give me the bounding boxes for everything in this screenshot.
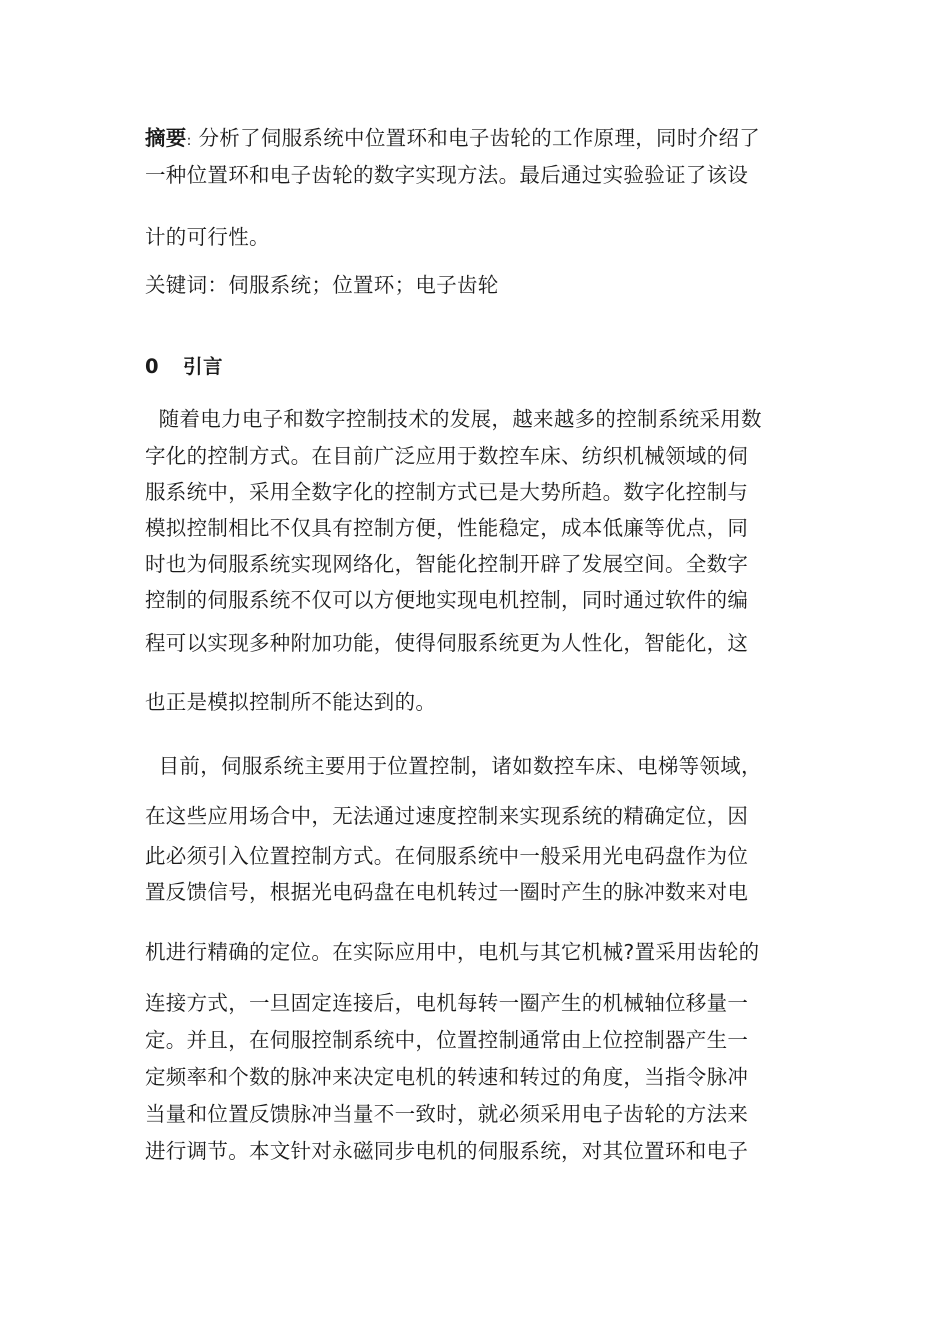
abstract-line-2: 一种位置环和电子齿轮的数字实现方法。最后通过实验验证了该设 (145, 163, 749, 187)
paragraph-2-line-8: 定频率和个数的脉冲来决定电机的转速和转过的角度，当指令脉冲 (145, 1065, 749, 1089)
paragraph-1-line-6: 控制的伺服系统不仅可以方便地实现电机控制，同时通过软件的编 (145, 588, 749, 612)
paragraph-1-line-1: 随着电力电子和数字控制技术的发展，越来越多的控制系统采用数 (145, 407, 762, 431)
paragraph-2-line-10: 进行调节。本文针对永磁同步电机的伺服系统，对其位置环和电子 (145, 1139, 749, 1163)
paragraph-1-line-4: 模拟控制相比不仅具有控制方便，性能稳定，成本低廉等优点，同 (145, 516, 749, 540)
paragraph-1-line-7: 程可以实现多种附加功能，使得伺服系统更为人性化，智能化，这 (145, 631, 749, 655)
paragraph-2-line-1: 目前，伺服系统主要用于位置控制，诸如数控车床、电梯等领域， (145, 754, 762, 778)
section-number: 0 (145, 355, 160, 378)
abstract-line-3: 计的可行性。 (145, 225, 270, 249)
paragraph-2-line-6: 连接方式，一旦固定连接后，电机每转一圈产生的机械轴位移量一 (145, 991, 749, 1015)
abstract-colon: : (186, 133, 192, 149)
paragraph-2-line-3: 此必须引入位置控制方式。在伺服系统中一般采用光电码盘作为位 (145, 844, 749, 868)
abstract-line-1 (145, 124, 760, 155)
abstract-text-1: 分析了伺服系统中位置环和电子齿轮的工作原理，同时介绍了 (191, 126, 761, 150)
paragraph-2-line-9: 当量和位置反馈脉冲当量不一致时，就必须采用电子齿轮的方法来 (145, 1102, 749, 1126)
section-title: 引言 (183, 355, 224, 378)
keywords-line: 关键词：伺服系统；位置环；电子齿轮 (145, 273, 499, 297)
abstract-label: 摘要 (145, 126, 187, 150)
paragraph-1-line-3: 服系统中，采用全数字化的控制方式已是大势所趋。数字化控制与 (145, 480, 749, 504)
paragraph-1-line-8: 也正是模拟控制所不能达到的。 (145, 690, 437, 714)
paragraph-2-line-5: 机进行精确的定位。在实际应用中，电机与其它机械?置采用齿轮的 (145, 940, 760, 964)
paragraph-1-line-5: 时也为伺服系统实现网络化，智能化控制开辟了发展空间。全数字 (145, 552, 749, 576)
paragraph-2-line-7: 定。并且，在伺服控制系统中，位置控制通常由上位控制器产生一 (145, 1028, 749, 1052)
paragraph-2-line-2: 在这些应用场合中，无法通过速度控制来实现系统的精确定位，因 (145, 804, 749, 828)
paragraph-2-line-4: 置反馈信号，根据光电码盘在电机转过一圈时产生的脉冲数来对电 (145, 880, 749, 904)
paragraph-1-line-2: 字化的控制方式。在目前广泛应用于数控车床、纺织机械领域的伺 (145, 444, 749, 468)
section-heading (145, 353, 223, 381)
